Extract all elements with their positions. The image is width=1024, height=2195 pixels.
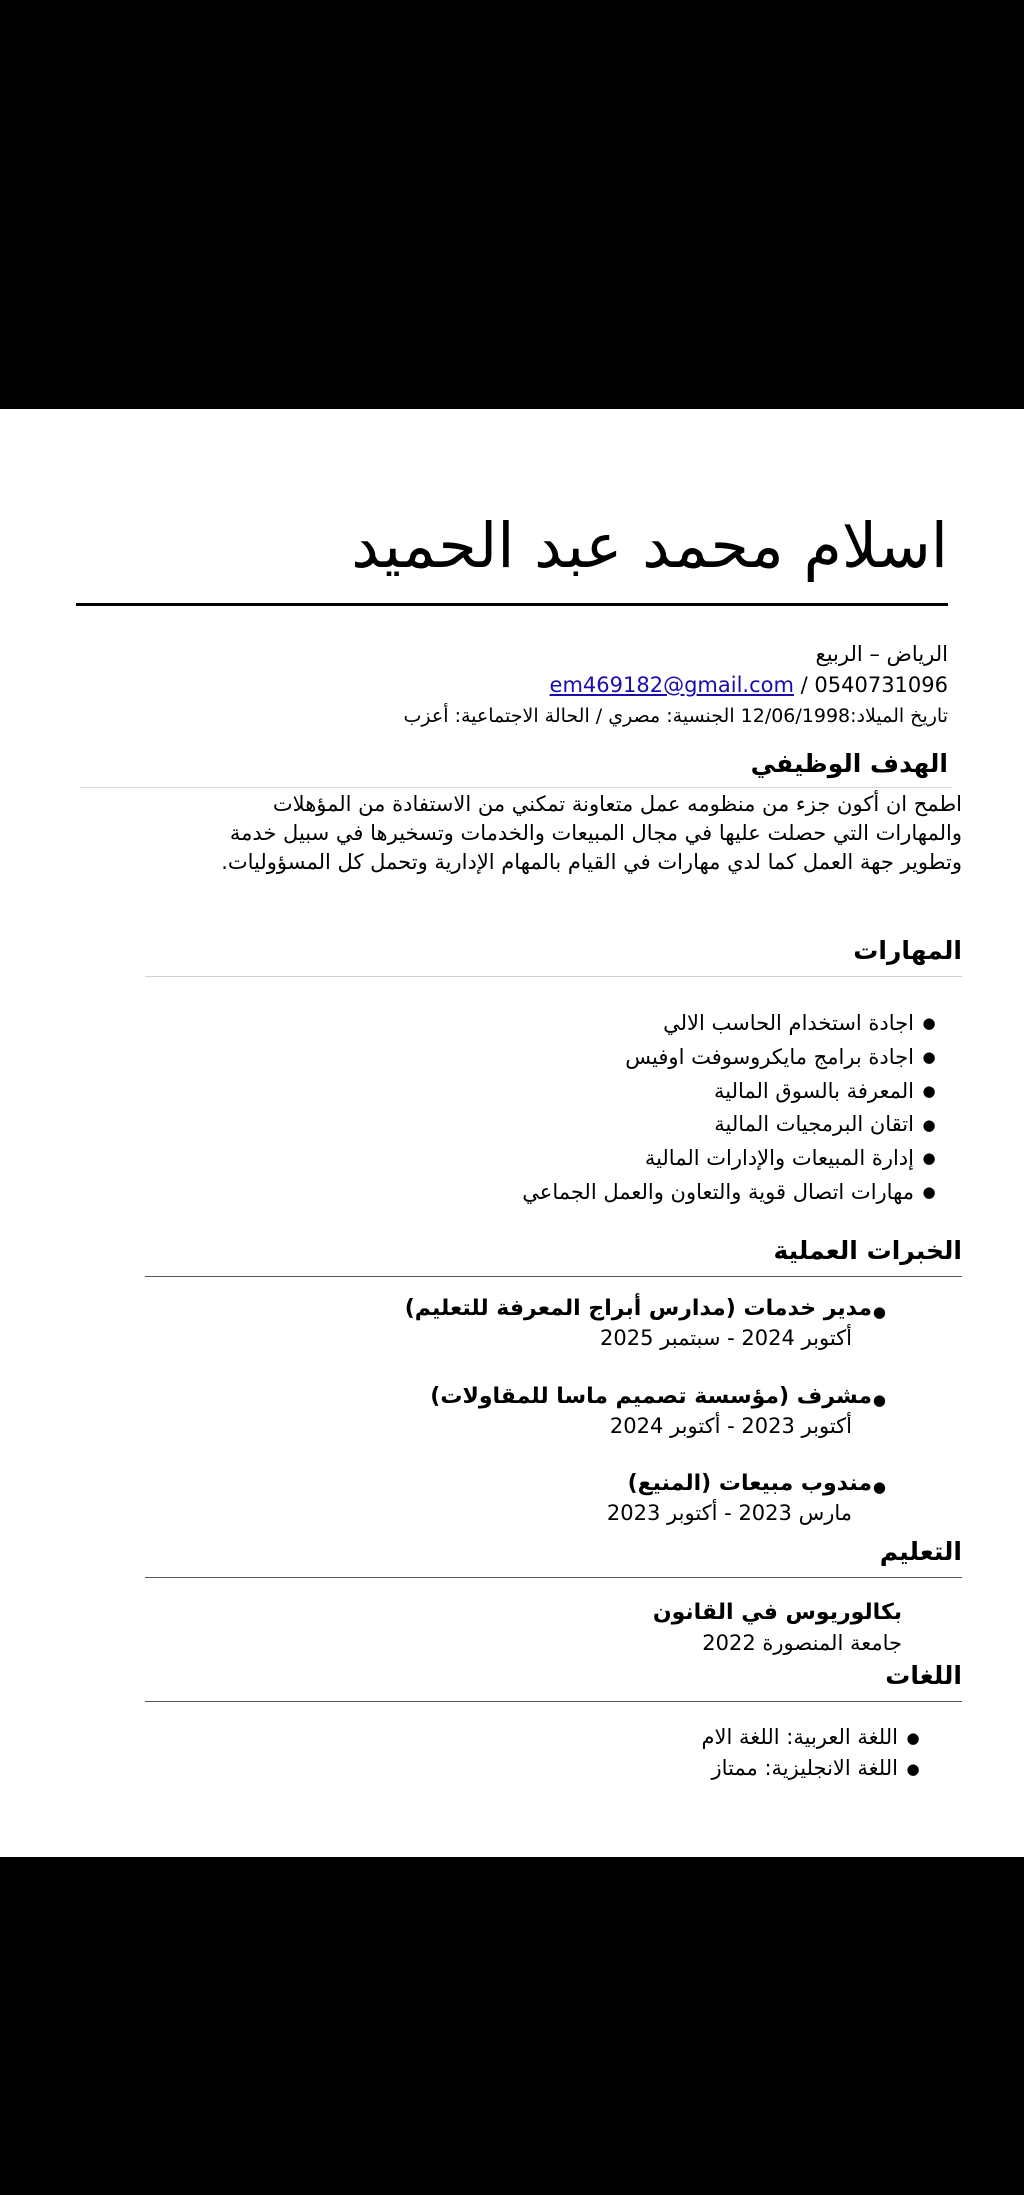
bullet-icon: ● bbox=[872, 1303, 886, 1321]
personal-info: تاريخ الميلاد:12/06/1998 الجنسية: مصري / الحالة الاجتماعية: أعزب bbox=[403, 705, 948, 727]
bullet-icon: ● bbox=[922, 1115, 936, 1134]
languages-list bbox=[702, 1722, 928, 1784]
list-item: ●المعرفة بالسوق المالية bbox=[522, 1075, 944, 1109]
bullet-icon: ● bbox=[906, 1760, 920, 1778]
experience-heading: الخبرات العملية bbox=[773, 1236, 962, 1265]
list-item: ●اجادة استخدام الحاسب الالي bbox=[522, 1007, 944, 1041]
phone-number: 0540731096 bbox=[814, 673, 948, 697]
education-divider bbox=[145, 1577, 962, 1578]
phone-email-line bbox=[404, 670, 948, 701]
education-heading: التعليم bbox=[879, 1537, 962, 1566]
objective-text: اطمح ان أكون جزء من منظومه عمل متعاونة تمكني من الاستفادة من المؤهلات والمهارات التي حصلت عليها في مجال المبيعات والخدمات وتسخيرها في سبيل خدمة وتطوير جهة العمل كما لدي مهارات في القيام بالمهام الإدارية وتحمل كل المسؤوليات. bbox=[221, 792, 962, 874]
skills-list bbox=[522, 1007, 944, 1210]
location: الرياض – الربيع bbox=[815, 642, 948, 666]
bottom-black-band bbox=[0, 1857, 1024, 2195]
list-item: ●اتقان البرمجيات المالية bbox=[522, 1108, 944, 1142]
job-title: مدير خدمات (مدارس أبراج المعرفة للتعليم) bbox=[404, 1296, 872, 1321]
email-link[interactable]: em469182@gmail.com bbox=[549, 673, 794, 697]
list-item: ●اللغة الانجليزية: ممتاز bbox=[702, 1753, 928, 1784]
contact-block bbox=[404, 639, 948, 732]
skills-heading: المهارات bbox=[853, 936, 962, 965]
list-item: ●إدارة المبيعات والإدارات المالية bbox=[522, 1142, 944, 1176]
name-divider bbox=[76, 603, 948, 606]
degree-title: بكالوريوس في القانون bbox=[652, 1600, 902, 1625]
top-black-band bbox=[0, 0, 1024, 409]
bullet-icon: ● bbox=[922, 1081, 936, 1100]
job-entry bbox=[430, 1382, 872, 1441]
resume-page bbox=[0, 409, 1024, 1857]
job-title: مشرف (مؤسسة تصميم ماسا للمقاولات) bbox=[430, 1384, 872, 1409]
degree-entry bbox=[653, 1597, 902, 1659]
list-item: ●مهارات اتصال قوية والتعاون والعمل الجماعي bbox=[522, 1176, 944, 1210]
bullet-icon: ● bbox=[922, 1014, 936, 1033]
job-title: مندوب مبيعات (المنيع) bbox=[627, 1471, 872, 1496]
job-dates: مارس 2023 - أكتوبر 2023 bbox=[606, 1501, 852, 1525]
list-item: ●اللغة العربية: اللغة الام bbox=[702, 1722, 928, 1753]
bullet-icon: ● bbox=[906, 1729, 920, 1747]
bullet-icon: ● bbox=[922, 1048, 936, 1066]
contact-separator: / bbox=[793, 673, 815, 697]
skills-divider bbox=[145, 976, 962, 977]
candidate-name: اسلام محمد عبد الحميد bbox=[351, 509, 948, 582]
bullet-icon: ● bbox=[872, 1478, 886, 1496]
degree-school: جامعة المنصورة 2022 bbox=[702, 1631, 902, 1655]
objective-divider bbox=[80, 787, 952, 788]
bullet-icon: ● bbox=[922, 1149, 936, 1168]
experience-divider bbox=[145, 1276, 962, 1277]
list-item: ●اجادة برامج مايكروسوفت اوفيس bbox=[522, 1041, 944, 1075]
bullet-icon: ● bbox=[872, 1391, 886, 1409]
job-entry bbox=[405, 1294, 872, 1353]
job-entry bbox=[607, 1469, 872, 1528]
job-dates: أكتوبر 2024 - سبتمبر 2025 bbox=[600, 1326, 852, 1350]
languages-divider bbox=[145, 1701, 962, 1702]
bullet-icon: ● bbox=[922, 1183, 936, 1201]
objective-heading: الهدف الوظيفي bbox=[750, 749, 948, 778]
job-dates: أكتوبر 2023 - أكتوبر 2024 bbox=[609, 1414, 852, 1438]
languages-heading: اللغات bbox=[885, 1661, 962, 1690]
